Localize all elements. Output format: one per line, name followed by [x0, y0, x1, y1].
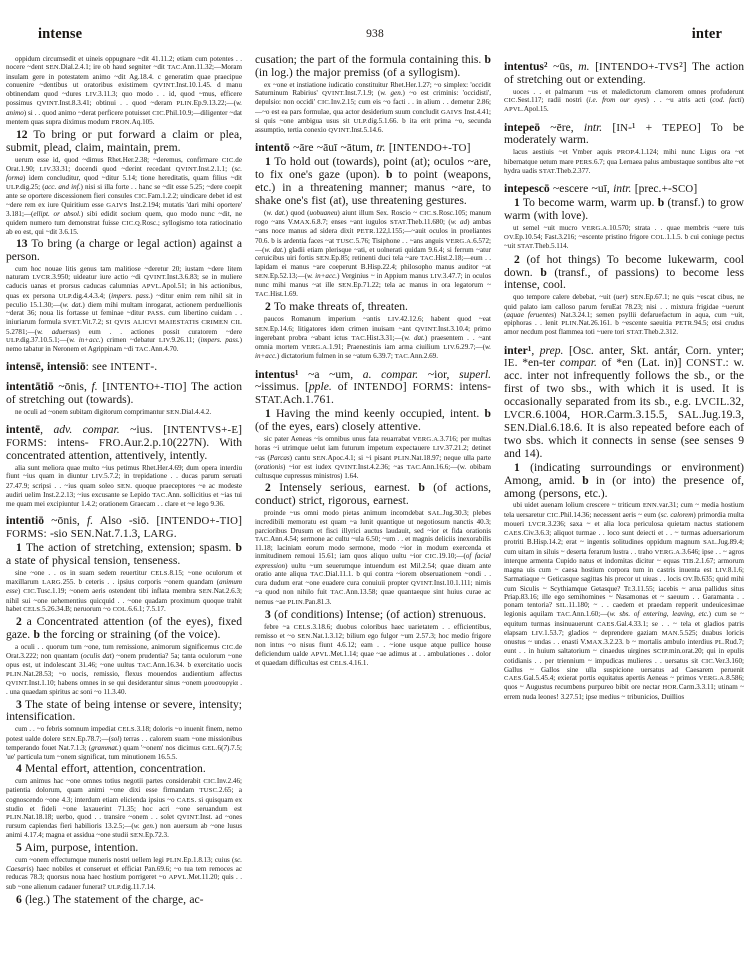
headword: intepescō — [504, 182, 550, 196]
sense-block: 2 (of hot things) To become lukewarm, cool down. b (transf., of passions) to become less intense, cool. — [504, 252, 744, 292]
citation-block: cum . . ~o febris somnum impediat CELS.3.18; doloris ~o inuenit finem, nemo potest ualde dolere SEN.Ep.78.7;—(sol) terras . . calorem suam ~one missionibus temperando fouet Nat.7.1.3; (grammat.) quam '~onem' nos dicimus GEL.6(7).7.5; 'ue' particula tum ~onem significat, tum minutionem 16.5.5. — [6, 725, 242, 762]
headword: intentiō — [6, 514, 45, 528]
running-head-right: inter — [691, 26, 722, 42]
citation-block: cum animus hac ~one omnes totius negotii partes considerabit CIC.Inv.2.46; patientia dolorum, quam animi ~one dixi esse firmandam TUSC.2.65; a cognoscendo ~one 4.3; interdum etiam elicienda ipsius ~o CAES. si quisquam ex studio et fideli ~one laxauerint 71.35; hoc acri ~one seruandum est PLIN.Nat.18.18; uerbo, quod . . transire ~onem . . solet QVINT.Inst. ad ~ones rursum capiendas fieri habilioris 13.2.5;—(w. gen.) non auersum ab ~one lusus animi 4.17.4; magna et assidua ~one studii SEN.Ep.72.3. — [6, 777, 242, 839]
sense-block: 2 To make threats of, threaten. — [265, 300, 408, 314]
sense-number: 6 — [16, 892, 22, 906]
citation-block: ex ~one et instiatione iudicatio constituitur Rhet.Her.1.27; ~o simplex: 'occidit Saturninum Rabirius' QVINT.Inst.7.1.9; (w. gen.) ~o est criminis: 'occidisti', depulsio: non occidi' CIC.Inv.2.15; cum eis ~o facti . . in alium . . demetur 2.86;—~o est ea pars formulae, qua actor desiderium suum concludit GAIVS Inst.4.41; si quis ~one ambigua usus sit ULP.dig.5.1.66. b ita erit prima ~o, secunda assumptio, tertia conexio QVINT.Inst.5.14.6. — [255, 80, 491, 135]
sense-number: 2 — [265, 481, 271, 495]
dictionary-entry: intepescō ~escere ~uī, intr. [prec.+-SCO] — [504, 182, 698, 196]
sense-block: 4 Mental effort, attention, concentration. — [16, 762, 206, 776]
citation-block: febre ~a CELS.3.18.6; duobus coloribus haec uarietatem . . efficientibus, remisso et ~o SEN.Nat.1.3.12; bilium ego fulgor ~um 2.57.3; hoc medio frigore non intus ~o nisus fiunt 4.6.12; eam . . ~ione usque atque pullice house deficiendum ualde APVL.Met.1.14; quae ~ae adimus at . . ambulationes . . dolor et quaedam difficultas est CELS.4.16.1. — [255, 622, 491, 667]
headword: intepeō — [504, 120, 541, 134]
sense-block: 6 (leg.) The statement of the charge, ac- — [16, 892, 204, 906]
page-number: 938 — [366, 28, 384, 40]
sense-block: 3 (of conditions) Intense; (of action) strenuous. — [265, 607, 487, 621]
dictionary-entry: intentātiō ~ōnis, f. [INTENTO+-TIO] The action of stretching out (towards). — [6, 380, 242, 407]
sense-number: 2 — [514, 252, 520, 266]
citation-block: alia sunt meliora quae multo ~ius petimus Rhet.Her.4.69; dum opera interdiu fiunt ~ius quam in diuntur LIV.5.7.2; in trepidatione . . ducas parum seruati 27.47.9; scripsi . . ~ius quam soleo SEN. quoque praeceptores ~e ac modeste audiri uelim Inst.2.2.13; ~ius excusante se Lepido TAC.Ann. sollicitius et ~ias tui me quam mei excipiuntur 1.4.2; orationem Graecam . . clare et ~e lego 9.36. — [6, 464, 242, 509]
headword: intentus¹ — [255, 367, 299, 381]
text-column-2 — [255, 54, 491, 962]
sense-block: 12 To bring or put forward a claim or plea, submit, plead, claim, maintain, prem. — [6, 128, 242, 154]
citation-block: sine ~one . . os in suam sedem reuertitur CELS.8.15; ~one oculorum et maxillarum LARG.255. b ceteris . . ipsius corporis ~onem quandam (animum esse) CIC.Tusc.1.19; ~onem aeris ostendent tibi inflata membra SEN.Nat.2.6.3; nihil sui ~one uehementius quicquid . . ~one quadam proximum quoque trahit habet CELS.5.26.34.B; neruorum ~o COL.6.6.1; 7.5.17. — [6, 568, 242, 613]
dictionary-entry: intensē, intensiō: see INTENT-. — [6, 360, 158, 374]
sense-number: 12 — [16, 128, 28, 141]
dictionary-entry: intepeō ~ēre, intr. [IN-¹ + TEPEO] To be moderately warm. — [504, 120, 744, 147]
headword: intentē — [6, 423, 41, 437]
citation-block: quo tempore calere debebat, ~uit (uer) SEN.Ep.67.1; ne quis ~escat cibus, ne quid palato iam calloso parum feruEat 78.23; nisi . . mixtura frigidae ~uerunt (aquae feruentes) Nat.3.24.1; semen psyllii defaruefactum in aqua, cum ~uit, epiphoras . . lenit PLIN.Nat.26.161. b ~escente saeuitia PETR.94.5; etsi crudus amor necdum post flammea toti ~uere tori STAT.Theb.2.312. — [504, 293, 744, 337]
sense-block: 13 To bring (a charge or legal action) against a person. — [6, 237, 242, 263]
citation-block: ubi uidet auenam lolium crescere ~ triticum ENN.var.31; cum ~ media hostium tela uersaretur CIC.Phil.14.36; necessent aeris ~ eum (sc. calorem) primordia multa moueri LVCR.3.236; saxa ~ et alia loca periculosa quietam nactus stationem CAES.Civ.3.6.3; aliquot turmae . . loco sunt deiecti et . . ~ turmas aduersariorum protriti B.Hisp.14.2; erat ~ ingentis solitudines oppidum magnum SAL.Jug.89.4; cum uitam in siluis ~ deserta ferarum lustra . . traho VERG.A.3.646; ipse . . ~ agros interque armenta Cupido natus et indomitas dicitur ~ equas TIB.2.1.67; armorum magna uis cum ~ caesa hostium corpora tum in castris inuenta est LIV.8.1.6; Sarmatiaque ~ Geticasque sagittas his precor ut uiuas . . locis OV.Ib.635; quid mihi cum Siculis ~ Scythiamque Getasque? Tr.3.11.55; iacebis ~ arua pallidus situs Priap.83.16; ille ego semihomines ~ Nasamonas et ~ saeuum . . Garamanta . . ponam tentoria? SIL.11.180; ~ . . caedem et praedam repperit undeuicesimae legionis aquilam TAC.Ann.1.60;—(w. sbs. of entering, leaving, etc.) cum se ~ equitum turmas insinuauerunt CAES.Gal.4.33.1; se . . ~ tela et gladios patris elapsam LIV.1.53.7; gladios ~ deprendere gaziam MAN.5.525; duabus loricis onustus ~ undas . . enasti V.MAX.3.2.23. b ~ mortalis ambulo interdius PL.Rud.7; eunt . . in huium saltatorium ~ cinaedus uirgines SCIP.min.orat.20; qui in epulis cotidianis . . per triennium ~ impudicas mulieres . . uersatus sit CIC.Ver.3.160; Gallus ~ Gallos sine ulla suspicione uersatus ad Caesarem peruenit CAES.Gal.5.45.4; exierat portis equitatus apertis Aeneas ~ primos VERG.A.8.586; quos ~ Augustus recumbens purpureo bibit ore nectar HOR.Carm.3.3.11; utinam ~ errem nuda leones! 3.27.51; ipse medius ~ tribunicios, Duillios — [504, 501, 744, 701]
sense-number: 1 — [265, 407, 271, 421]
headword: intentātiō — [6, 380, 54, 394]
dictionary-entry: intentō ~āre ~āuī ~ātum, tr. [INTENDO+-TO] — [255, 141, 471, 155]
running-head-left: intense — [38, 26, 83, 42]
sense-number: 1 — [514, 460, 520, 474]
dictionary-entry: intentus¹ ~a ~um, a. compar. ~ior, superl. ~issimus. [pple. of INTENDO] FORMS: intens- STAT.Ach.1.761. — [255, 367, 491, 407]
citation-block: lacus aestiuis ~et Vmber aquis PROP.4.1.124; mihi nunc Ligus ora ~et hibernatque uetum mare PERS.6.7; qua Lernaea palus ambustaque sontibus alte ~et hydra uadis STAT.Theb.2.377. — [504, 148, 744, 175]
citation-block: sic pater Aeneas ~is omnibus unus fata reuarrabat VERG.A.3.716; per multas horas ~i utrimque uelut iam futurum impetum expectauere LIV.37.21.2; detinet ~as (Parcas) cantu SEN.Apoc.4.1; si ~i pisant PLIN.Nat.18.97; neque ulla parte (orationis) ~ior est iudex QVINT.Inst.4.2.36; ~as TAC.Ann.16.6;—(w. obibam cultusque cupressus ministros) 1.64. — [255, 435, 491, 481]
citation-block: proinde ~us omni modo pietas animum incomdebat SAL.Jug.30.3; plebes incredibili memoratu est quam ~a lunit quantique ut negotiosum nanctis 40.3; parcioribus Drusum et fisci illyrici auctus laudauit, sed ~ior et fida orationis TAC.Ann.4.54; sermone ac cultu ~ula 6.50; ~um . . et magnis deliciis inexorabilis 11.18; laciniam eorum modo sermone, modo ~ior in modum exercenda et inmitudinem remoui 15.61; iam quos aliquo uultu ~ior CIC.19.10;—(of facial expression) uultu ~um seuerumque intuendum est Mil.2.54; quae diuam ante oratio ante aliqua TAC.Dial.11.1. b qui contra ~iorem obseruationem ~ondi . . cura dudum erat ~one euadere cura conuiuii propter QVINT.Inst.10.1.111; nimis ~a quod non nihilo fuit TAC.Ann.13.58; quae quantaeque sint huius curae ac nemus ~ae PLIN.Pan.81.3. — [255, 509, 491, 606]
sense-block: 1 To hold out (towards), point (at); oculos ~are, to fix one's gaze (upon). b to point (weapons, etc.) in a threatening manner; manus ~are, to shake one's fist (at), use threatening gestures. — [255, 155, 491, 207]
sense-block: 2 Intensely serious, earnest. b (of actions, conduct) strict, rigorous, earnest. — [255, 481, 491, 508]
running-head — [10, 26, 740, 48]
citation-block: ut semel ~uit mucro VERG.A.10.570; strata . . quae membris ~uere tuis OV.Ep.10.54; Fast.3.216; ~escente pristino frigore COL.1.1.5. b cui coniuge pectus ~uit STAT.Theb.5.114. — [504, 223, 744, 251]
sense-number: 3 — [265, 607, 271, 621]
headword: intentō — [255, 141, 290, 155]
sense-number: 1 — [16, 541, 22, 555]
headword: intentus² — [504, 60, 548, 73]
sense-number: 13 — [16, 237, 28, 251]
sense-number: 2 — [265, 300, 271, 314]
headword: inter¹ — [504, 343, 532, 357]
sense-number: 1 — [514, 196, 520, 210]
sense-block: 1 To become warm, warm up. b (transf.) to grow warm (with love). — [504, 196, 744, 222]
sense-block: 3 The state of being intense or severe, intensity; intensification. — [6, 697, 242, 724]
sense-number: 1 — [265, 155, 271, 169]
dictionary-entry: inter¹, prep. [Osc. anter, Skt. antár, Corn. ynter; IE. *en-ter compar. of *en (Lat. in)] CONST.: w. acc. inter not infrequently follows the sb., or the first of two sbs., with which it is used. It is occasionally separated from its sb., e.g. LVCIL.32, LVCR.6.1004, HOR.Carm.3.15.5, SAL.Jug.19.3, SEN.Dial.6.18.6. It is also repeated before each of two sbs. which it connects in sense (see senses 9 and 14). — [504, 343, 744, 460]
citation-block: cum hoc nouae litis genus tam malitiose ~deretur 20; iustam ~dere litem naturam LVCR.3.950; uideatur iure actio ~di QVINT.Inst.3.6.83; se in muliere caducis uanas et prorsus caducas calumnias APVL.Apol.51; in his actionibus, quas ex persona ULP.dig.4.4.3.4; (impers. pass.) ~ditur enim rem nihil sit in peculio 15.1.30;—(w. dat.) diem mihi multam inrogarat, actionem perduellionis ~derat 36; noua lis fortasse ut feminae ~ditur PASS. cum libertino cuidam . . iniuriarum formula SVET.Vit.7.2; SI QVIS ALICVI MAIESTATIS CRIMEN CIL 5.2781;—(w. aduersus) eum . . actiones possit curatorem ~dere ULP.dig.37.10.5.1;—(w. in+acc.) crimen ~debatur LIV.9.26.11; (impers. pass.) nemo tabatur in Neronem et Agrippinam ~di TAC.Ann.4.70. — [6, 264, 242, 354]
text-column-3 — [504, 54, 744, 962]
sense-block: 5 Aim, purpose, intention. — [16, 840, 139, 854]
sense-block: 1 Having the mind keenly occupied, intent. b (of the eyes, ears) closely attentive. — [255, 407, 491, 434]
sense-block: 1 (indicating surroundings or environment) Among, amid. b in (or into) the presence of, among (persons, etc.). — [504, 460, 744, 500]
citation-block: (w. dat.) quod (uobuaneu) aiunt illum Sex. Roscio ~ CIC.S.Rosc.105; manum rogo ~ans V.MAX.6.8.7; enses ~ant iugulos STAT.Theb.11.680; (w. ad) ambas ~ans noce manus ad sidera dixit PETR.122,l.155;—~auit oculos in proeliantes 70.6. b is ardentia faces ~at TUSC.5.76; Tisiphone . . ~ans anguis VERG.A.6.572;—(w. dat.) gladii etiam plerisque ~ati, et uolnerati quidam 9.6.4; si ferrum ~atur ceruicibus uiri fortis SEN.Ep.85; retinenti duci tela ~are TAC.Hist.2.18;—eum . . lapidam ei manus ~are coeperunt B.Hisp.22.4; philosopho manus auditor ~at SEN.Ep.52.13;—(w. in+acc.) Verginius ~ in Appium manus LIV.3.47.7; in oculos nunc mihi manus ~at ille SEN.Ep.71.22; tela ac manus in ora legatorum ~ TAC.Hist.1.69. — [255, 208, 491, 299]
citation-block: paucos Romanum imperium ~antis LIV.42.12.6; habent quod ~eat SEN.Ep.14.6; litigatores idem crimen inuisam ~ant QVINT.Inst.3.10.4; primo ingerebant probra ~abant ictus TAC.Hist.3.31;—(w. dat.) praesentem . . ~ant omnia mortem VERG.A.1.91; Praenestinis iam arma ciuilium LIV.6.29.7;—(w. in+acc.) dictatorium fulmen in se ~atum 6.39.7; TAC.Ann.2.69. — [255, 315, 491, 361]
text-column-1 — [6, 54, 242, 962]
dictionary-entry: intentiō ~ōnis, f. Also -siō. [INTENDO+-TIO] FORMS: -sio SEN.Nat.7.1.3, LARG. — [6, 514, 242, 541]
citation-block: a oculi . . quorum tum ~one, tum remissione, animorum significemus CIC.de Orat.3.222; non quantam (oculis dat) ~onem prudentia? 5a; tanta oculorum ~one opus est, ut indolescant 31.46; ~one uultus TAC.Ann.16.34. b exercitatio uocis PLIN.Nat.28.53; ~o uocis, remissio, flexus mouendos audientium affectus QVINT.Inst.1.10; habens omnes in se qui desiderantur sinus ~onem μουσουργία . . una quaedam spiritus ac soni ~o 11.3.40. — [6, 643, 242, 697]
citation-block: uerum esse id, quod ~dimus Rhet.Her.2.38; ~deremus, confirmare CIC.de Orat.1.90; LIV.33.31; docendi quod ~derint recedant QVINT.Inst.2.1.1; (sc. forma) idem concluditur, quod ~ditur 5.14; tione hereditatis, quam filius ~dit ULP.dig.25; (acc. and inf.) nisi si illa forte . . hanc se ~dit esse 5.25; ~dere coepit ante se oportere discessionem fieri consules CIC.Fam.1.2.2; uindicare debet id est ~dere rem ex iure Quiritium esse GAIVS Inst.2.194; mutatis 'dari mihi oportere' 3.181;—(ellipt. or absol.) sibi edidit socium quem, quo modo nunc ~dit, ne quidem numero tum demonstrat fuisse CIC.Q.Rosc.; syllogismo tota ratiocinatio ab eo est, qui ~dit 3.6.15. — [6, 155, 242, 236]
sense-number: 2 — [16, 615, 22, 629]
sense-number: 3 — [16, 697, 22, 711]
column-container — [6, 54, 744, 962]
sense-number: 5 — [16, 840, 22, 854]
definition-continuation: cusation; the part of the formula containing this. b (in log.) the major premiss (of a syllogism). — [255, 54, 491, 79]
citation-block: cum ~onem effectumque muneris nostri uellem legi PLIN.Ep.1.8.13; cuius (sc. Caesaris) haec nobiles et conseruet et efficiat Pan.69.6; ~o tua tem remoces ac reducas 78.3; quorsus noua haec hostium porrigeret ~o APVL.Met.11.20; quis . . sub ~one alienum cadauer funerat? ULP.dig.11.7.14. — [6, 855, 242, 891]
citation-block: oppidum circumsedit et uineis oppugnare ~dit 41.11.2; etiam cum potentes . . nocere ~dent SEN.Dial.2.4.1; ire ob haud segniter ~dit TAC.Ann.11.32;—Moram insulam gere in potestatem animo ~dit Ag.18.4. c generatim quae praecipue conuenire ~dentibus ut oratoribus existimem QVINT.Inst.10.1.45. d manu obtinendam quod ~dures LIV.3.11.3; quo modo . . id, quod ~mus, efficere possimus QVINT.Inst.8.3.41; obtinui . . quod ~deram PLIN.Ep.9.13.22;—(w. animo) si . . quod animo ~derat perficere potuisset CIC.Phil.10.9;—diligenter ~dat mentem quas supra diximus modum FRON.Aq.105. — [6, 55, 242, 126]
citation-block: ne oculi ad ~onem subitam digitorum comprimantur SEN.Dial.4.4.2. — [15, 408, 212, 417]
headword: intensē, intensiō — [6, 360, 86, 374]
sense-block: 1 The action of stretching, extension; spasm. b a state of physical tension, tenseness. — [6, 541, 242, 568]
dictionary-entry: intentus² ~ūs, m. [INTENDO+-TVS²] The action of stretching out or extending. — [504, 60, 744, 86]
dictionary-entry: intentē, adv. compar. ~ius. [INTENTVS+-E] FORMS: intens- FRO.Aur.2.p.10(227N). With concentrated attention, attentively, intently. — [6, 423, 242, 463]
sense-number: 4 — [16, 762, 22, 776]
citation-block: uoces . . et palmarum ~us et maledictorum clamorem omnes profuderunt CIC.Sest.117; radii nostri (i.e. from our eyes) . . ~u atris acti (cod. facti) APVL.Apol.15. — [504, 87, 744, 114]
sense-block: 2 a Concentrated attention (of the eyes), fixed gaze. b the forcing or straining (of the voice). — [6, 615, 242, 642]
